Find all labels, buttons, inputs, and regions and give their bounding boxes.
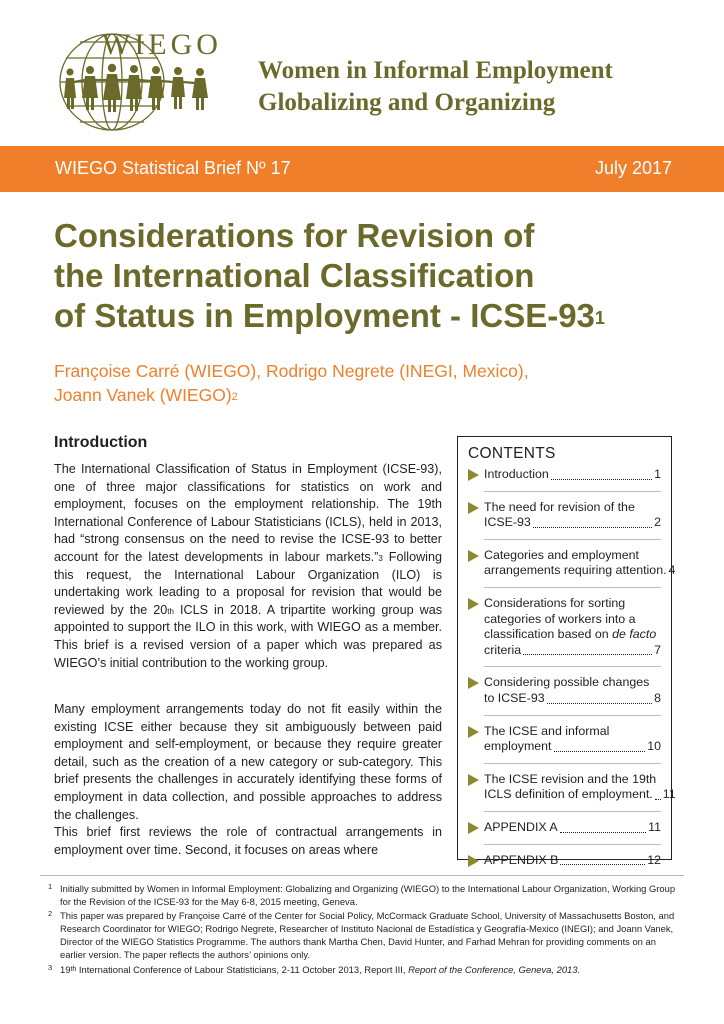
toc-item-label: Considering possible changes — [484, 675, 650, 690]
authors — [54, 359, 674, 407]
org-name-line-2: Globalizing and Organizing — [258, 89, 556, 116]
triangle-right-icon — [468, 550, 479, 562]
toc-item-page: 11 — [662, 787, 676, 802]
footnote-ref-2[interactable]: 2 — [231, 391, 238, 403]
toc-item-label: Introduction — [484, 467, 549, 481]
toc-item-label: APPENDIX B — [484, 852, 559, 867]
triangle-right-icon — [468, 677, 479, 689]
footnote-mark: 2 — [48, 909, 53, 919]
triangle-right-icon — [468, 502, 479, 514]
toc-item-considerations-sorting[interactable] — [468, 596, 661, 658]
toc-text-italic: de facto — [612, 627, 657, 642]
footnotes — [48, 882, 684, 977]
footnote-divider — [40, 875, 684, 876]
title-line-2: the International Classification — [54, 257, 535, 294]
toc-item-page: 1 — [654, 467, 661, 481]
toc-item-possible-changes[interactable] — [468, 675, 661, 706]
footnote-3 — [48, 963, 684, 976]
footnote-mark: 1 — [48, 882, 53, 891]
footnote-2 — [48, 909, 684, 961]
toc-item-label-cont: employment — [484, 739, 552, 754]
table-of-contents — [457, 436, 676, 867]
toc-item-page: 8 — [654, 690, 661, 705]
toc-item-appendix-a[interactable] — [468, 820, 661, 836]
series-label: WIEGO Statistical Brief Nº 17 — [55, 158, 291, 178]
toc-item-label-cont: ICSE-93 — [484, 515, 531, 530]
title-line-3-text: of Status in Employment - ICSE-93 — [54, 297, 595, 334]
triangle-right-icon — [468, 774, 479, 786]
toc-item-appendix-b[interactable] — [468, 853, 661, 869]
page-header — [0, 0, 724, 145]
contents-heading: CONTENTS — [468, 445, 556, 462]
document-title — [54, 216, 694, 336]
toc-text-plain: classification based on — [484, 627, 613, 642]
authors-line-2 — [54, 383, 674, 407]
para-1-part-c: ICLS in 2018. A tripartite working group was appointed to support the ILO in this work, with WIEGO as a member. This brief is a revised version of a paper which was prepared as WIEGO’s initial contribution to the working group. — [54, 602, 442, 670]
toc-item-informal-employment[interactable] — [468, 724, 661, 755]
section-heading-introduction: Introduction — [54, 434, 148, 451]
toc-item-page: 10 — [647, 739, 661, 754]
footnote-text: This paper was prepared by Françoise Carré of the Center for Social Policy, McCormack Graduate School, University of Massachusetts Boston, and Research Coordinator for WIEGO; Rodrigo Negrete, Researcher of Instituto Nacional de Estadística y Geografía-Mexico (INEGI); and Joann Vanek, Director of the WIEGO Statistics Programme. The authors thank Martha Chen, David Hunter, and Farhad Mehran for providing comments on an earlier version. The paper reflects the authors’ opinions only. — [60, 910, 675, 961]
footnote-ref-1[interactable]: 1 — [594, 308, 605, 328]
triangle-right-icon — [468, 822, 479, 834]
series-band — [0, 146, 724, 192]
ordinal-suffix: th — [167, 606, 174, 616]
footnote-1 — [48, 882, 684, 908]
toc-item-label-cont: arrangements requiring attention. — [484, 563, 667, 578]
logo-wordmark: WIEGO — [102, 28, 222, 61]
toc-item-page: 2 — [654, 515, 661, 530]
toc-item-label: Categories and employment — [484, 547, 639, 562]
body-paragraph-1 — [54, 461, 442, 672]
triangle-right-icon — [468, 469, 479, 481]
toc-item-label-cont-2 — [484, 627, 661, 643]
toc-item-page: 4 — [668, 563, 676, 578]
toc-item-label: The ICSE and informal — [484, 723, 610, 738]
triangle-right-icon — [468, 726, 479, 738]
para-1-part-a: The International Classification of Status in Employment (ICSE-93), one of three major classifications for statistics on work and employment, focuses on the employment relationship. The 19th International Conference of Labour Statisticians (ICLS), held in 2013, had “strong consensus on the need to revise the ICSE-93 to better account for the latest developments in labour markets.” — [54, 462, 442, 564]
toc-item-label: APPENDIX A — [484, 819, 558, 834]
toc-item-icse-revision-19th[interactable] — [468, 771, 676, 803]
authors-line-2-text: Joann Vanek (WIEGO) — [54, 385, 232, 405]
toc-item-need-for-revision[interactable] — [468, 500, 661, 531]
authors-line-1: Françoise Carré (WIEGO), Rodrigo Negrete (INEGI, Mexico), — [54, 361, 529, 381]
toc-item-label-cont: categories of workers into a — [484, 611, 636, 626]
triangle-right-icon — [468, 598, 479, 610]
org-name-line-1: Women in Informal Employment — [258, 57, 613, 84]
footnote-text-italic: Report of the Conference, Geneva, 2013. — [408, 963, 581, 975]
footnote-text: Initially submitted by Women in Informal Employment: Globalizing and Organizing (WIEGO) to the International Labour Organization, Working Group for the Revision of the ICSE-93 for the May 6-8, 2015 meeting, Geneva. — [60, 883, 676, 908]
footnote-ref-3[interactable]: 3 — [378, 553, 383, 563]
footnote-text-b: International Conference of Labour Statisticians, 2-11 October 2013, Report III, — [76, 963, 409, 975]
toc-item-page: 7 — [654, 642, 661, 657]
toc-item-label: The ICSE revision and the 19th — [484, 771, 657, 786]
body-paragraph-3: This brief first reviews the role of contractual arrangements in employment over time. Second, it focuses on areas where — [54, 825, 442, 857]
toc-item-page: 12 — [647, 852, 661, 867]
footnote-text-a: 19 — [60, 963, 71, 975]
toc-item-label-cont: to ICSE-93 — [484, 690, 545, 705]
toc-item-label: The need for revision of the — [484, 499, 635, 514]
para-1-part-b: Following this request, the International Labour Organization (ILO) is undertaking work leading to a proposal for revision that would be reviewed by the 20 — [54, 549, 442, 617]
toc-item-page: 11 — [648, 819, 661, 834]
toc-item-label-cont-3: criteria — [484, 642, 522, 657]
title-line-3 — [54, 296, 694, 336]
toc-item-label-cont: ICLS definition of employment. — [484, 787, 653, 802]
title-line-1: Considerations for Revision of — [54, 217, 535, 254]
issue-date: July 2017 — [594, 158, 672, 178]
triangle-right-icon — [468, 855, 479, 867]
toc-item-introduction[interactable] — [468, 467, 661, 483]
ordinal-suffix: th — [70, 965, 77, 973]
toc-item-label: Considerations for sorting — [484, 595, 626, 610]
footnote-mark: 3 — [48, 962, 53, 972]
body-paragraph-2: Many employment arrangements today do not fit easily within the existing ICSE either because they sit ambiguously between paid employment and self-employment, or because they require greater detail, such as the creation of a new category or sub-category. This brief presents the challenges in accurately identifying these forms of employment in data collection, and possible approaches to address the challenges. — [54, 702, 442, 822]
toc-item-categories[interactable] — [468, 547, 676, 579]
